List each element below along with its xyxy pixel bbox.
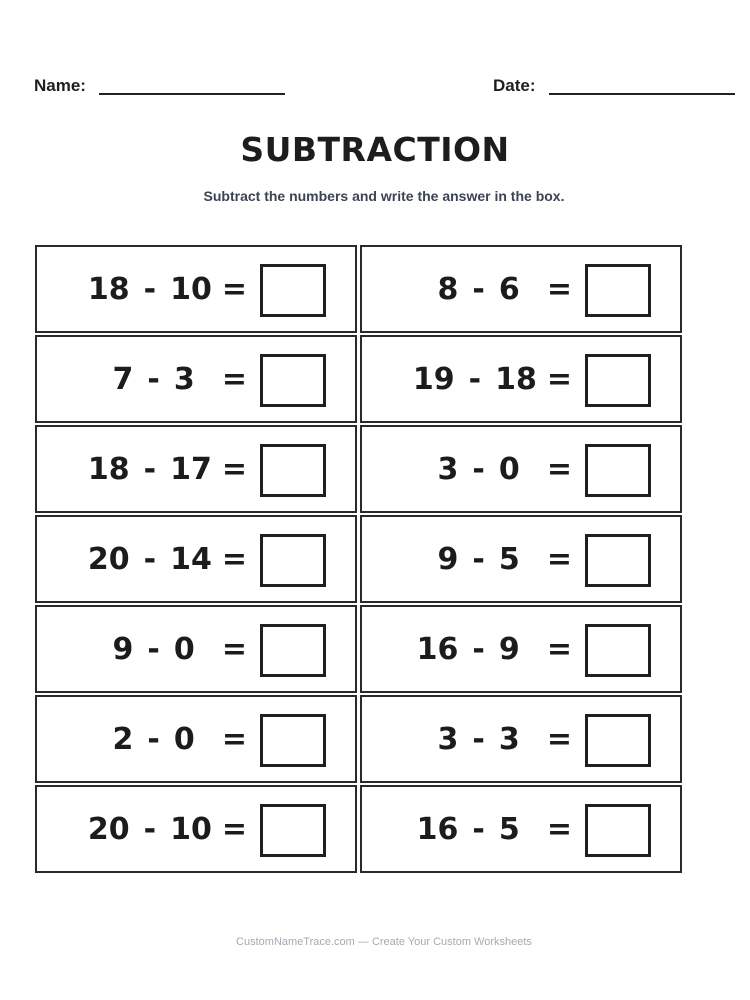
footer-credit: CustomNameTrace.com — Create Your Custom Worksheets bbox=[236, 936, 532, 948]
minuend: 2 bbox=[112, 721, 134, 757]
problem-expression bbox=[113, 697, 267, 781]
problem-grid bbox=[35, 245, 683, 873]
subtrahend: 0 bbox=[173, 721, 195, 757]
problem-expression bbox=[113, 337, 267, 421]
name-line[interactable] bbox=[99, 93, 285, 95]
minuend: 16 bbox=[416, 811, 459, 847]
minuend: 19 bbox=[412, 361, 455, 397]
answer-box[interactable] bbox=[585, 624, 651, 677]
minus-sign: - bbox=[472, 631, 485, 667]
minus-sign: - bbox=[472, 451, 485, 487]
equals-sign: = bbox=[546, 631, 572, 667]
problem-cell bbox=[35, 695, 357, 783]
equals-sign: = bbox=[546, 811, 572, 847]
problem-expression bbox=[88, 247, 267, 331]
equals-sign: = bbox=[221, 541, 247, 577]
answer-box[interactable] bbox=[585, 264, 651, 317]
minus-sign: - bbox=[143, 811, 157, 847]
equals-sign: = bbox=[546, 451, 572, 487]
subtrahend: 5 bbox=[498, 811, 520, 847]
equals-sign: = bbox=[221, 271, 247, 307]
problem-cell bbox=[360, 605, 682, 693]
minus-sign: - bbox=[468, 361, 482, 397]
minus-sign: - bbox=[143, 271, 157, 307]
problem-expression bbox=[88, 787, 267, 871]
minuend: 9 bbox=[437, 541, 459, 577]
answer-box[interactable] bbox=[260, 354, 326, 407]
minus-sign: - bbox=[147, 361, 160, 397]
instructions: Subtract the numbers and write the answer in the box. bbox=[203, 188, 565, 204]
problem-cell bbox=[360, 425, 682, 513]
answer-box[interactable] bbox=[585, 534, 651, 587]
problem-cell bbox=[35, 515, 357, 603]
problem-cell bbox=[360, 695, 682, 783]
minuend: 8 bbox=[437, 271, 459, 307]
problem-cell bbox=[35, 335, 357, 423]
problem-expression bbox=[413, 337, 592, 421]
problem-expression bbox=[88, 427, 267, 511]
minuend: 7 bbox=[112, 361, 134, 397]
problem-cell bbox=[360, 785, 682, 873]
minuend: 9 bbox=[112, 631, 134, 667]
problem-cell bbox=[360, 515, 682, 603]
answer-box[interactable] bbox=[585, 804, 651, 857]
problem-cell bbox=[360, 335, 682, 423]
minuend: 18 bbox=[87, 451, 130, 487]
minuend: 16 bbox=[416, 631, 459, 667]
subtrahend: 9 bbox=[498, 631, 520, 667]
equals-sign: = bbox=[546, 721, 572, 757]
answer-box[interactable] bbox=[585, 444, 651, 497]
answer-box[interactable] bbox=[260, 444, 326, 497]
name-label: Name: bbox=[34, 76, 86, 95]
equals-sign: = bbox=[546, 541, 572, 577]
date-line[interactable] bbox=[549, 93, 735, 95]
problem-expression bbox=[417, 787, 592, 871]
answer-box[interactable] bbox=[585, 714, 651, 767]
equals-sign: = bbox=[221, 811, 247, 847]
subtrahend: 10 bbox=[170, 271, 212, 307]
subtrahend: 5 bbox=[498, 541, 520, 577]
subtrahend: 10 bbox=[170, 811, 212, 847]
name-field[interactable] bbox=[34, 76, 285, 96]
answer-box[interactable] bbox=[260, 264, 326, 317]
problem-expression bbox=[438, 247, 592, 331]
subtrahend: 0 bbox=[498, 451, 520, 487]
equals-sign: = bbox=[546, 271, 572, 307]
subtrahend: 18 bbox=[495, 361, 537, 397]
subtrahend: 14 bbox=[170, 541, 212, 577]
minus-sign: - bbox=[147, 721, 160, 757]
problem-cell bbox=[360, 245, 682, 333]
equals-sign: = bbox=[221, 631, 247, 667]
answer-box[interactable] bbox=[260, 804, 326, 857]
worksheet-title: SUBTRACTION bbox=[240, 130, 510, 169]
problem-expression bbox=[88, 517, 267, 601]
minuend: 18 bbox=[87, 271, 130, 307]
problem-expression bbox=[113, 607, 267, 691]
minuend: 20 bbox=[87, 811, 130, 847]
minus-sign: - bbox=[143, 451, 157, 487]
problem-cell bbox=[35, 605, 357, 693]
problem-expression bbox=[438, 427, 592, 511]
minus-sign: - bbox=[472, 271, 485, 307]
equals-sign: = bbox=[221, 451, 247, 487]
subtrahend: 0 bbox=[173, 631, 195, 667]
subtrahend: 6 bbox=[498, 271, 520, 307]
problem-expression bbox=[438, 517, 592, 601]
equals-sign: = bbox=[221, 721, 247, 757]
problem-expression bbox=[438, 697, 592, 781]
minus-sign: - bbox=[472, 721, 485, 757]
problem-cell bbox=[35, 425, 357, 513]
minuend: 20 bbox=[87, 541, 130, 577]
minuend: 3 bbox=[437, 721, 459, 757]
subtrahend: 3 bbox=[173, 361, 195, 397]
minuend: 3 bbox=[437, 451, 459, 487]
minus-sign: - bbox=[472, 541, 485, 577]
answer-box[interactable] bbox=[260, 714, 326, 767]
subtrahend: 3 bbox=[498, 721, 520, 757]
date-field[interactable] bbox=[493, 76, 735, 96]
equals-sign: = bbox=[221, 361, 247, 397]
minus-sign: - bbox=[147, 631, 160, 667]
problem-expression bbox=[417, 607, 592, 691]
answer-box[interactable] bbox=[585, 354, 651, 407]
answer-box[interactable] bbox=[260, 624, 326, 677]
date-label: Date: bbox=[493, 76, 536, 95]
problem-cell bbox=[35, 245, 357, 333]
problem-cell bbox=[35, 785, 357, 873]
equals-sign: = bbox=[546, 361, 572, 397]
minus-sign: - bbox=[472, 811, 485, 847]
subtrahend: 17 bbox=[170, 451, 212, 487]
minus-sign: - bbox=[143, 541, 157, 577]
answer-box[interactable] bbox=[260, 534, 326, 587]
